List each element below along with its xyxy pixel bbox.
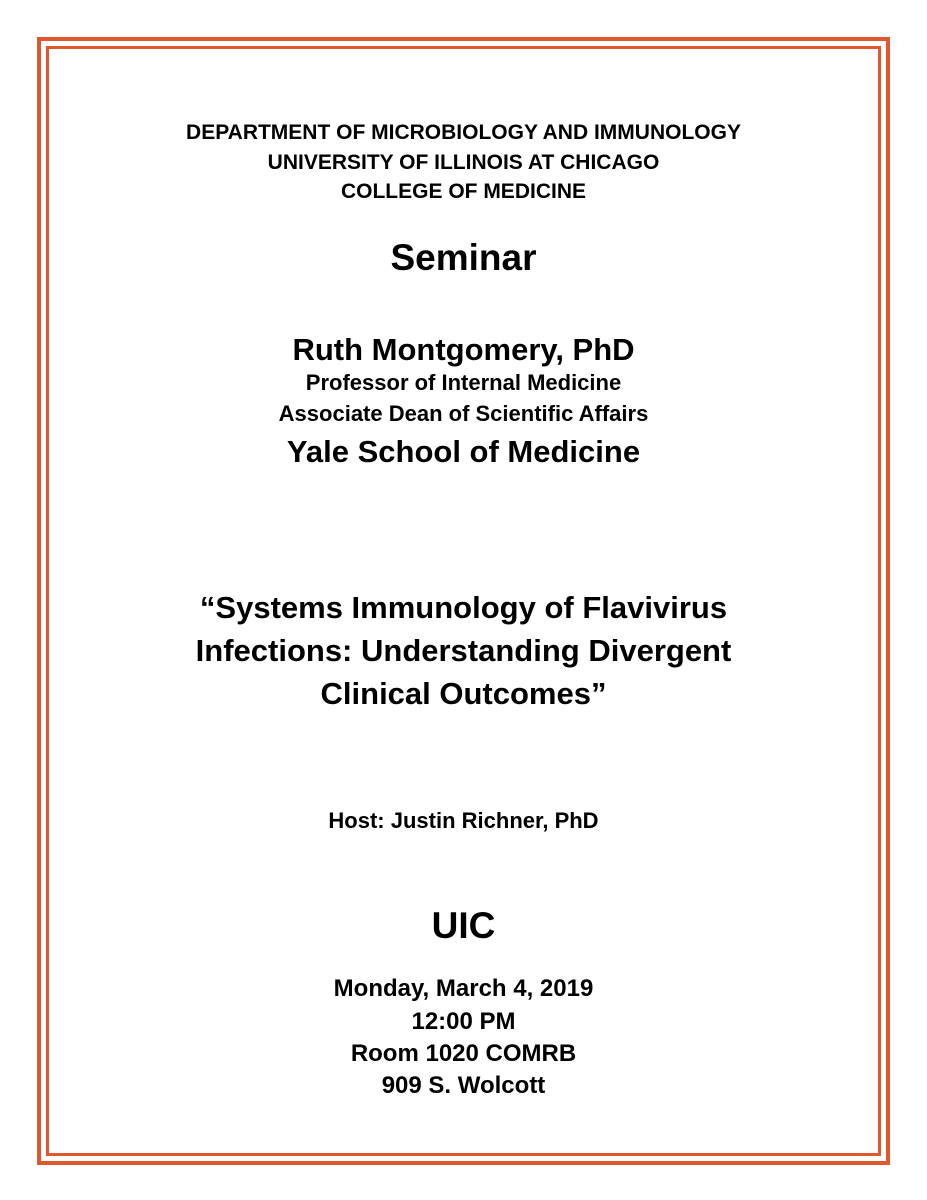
speaker-name: Ruth Montgomery, PhD (292, 332, 635, 367)
host-line: Host: Justin Richner, PhD (328, 808, 599, 833)
university-name: UNIVERSITY OF ILLINOIS AT CHICAGO (267, 151, 660, 174)
speaker-institution: Yale School of Medicine (286, 434, 641, 469)
speaker-title-2: Associate Dean of Scientific Affairs (278, 401, 649, 426)
talk-title-line-2: Infections: Understanding Divergent (195, 633, 732, 668)
event-date: Monday, March 4, 2019 (333, 975, 594, 1002)
event-address: 909 S. Wolcott (381, 1072, 546, 1099)
event-time: 12:00 PM (411, 1008, 516, 1035)
talk-title-line-1: “Systems Immunology of Flavivirus (199, 590, 728, 625)
department-name: DEPARTMENT OF MICROBIOLOGY AND IMMUNOLOGY (186, 121, 741, 144)
event-type-heading: Seminar (390, 237, 537, 278)
event-room: Room 1020 COMRB (350, 1040, 577, 1067)
talk-title-line-3: Clinical Outcomes” (320, 676, 607, 711)
college-name: COLLEGE OF MEDICINE (340, 180, 586, 203)
venue-org: UIC (431, 905, 496, 946)
speaker-title-1: Professor of Internal Medicine (305, 370, 622, 395)
